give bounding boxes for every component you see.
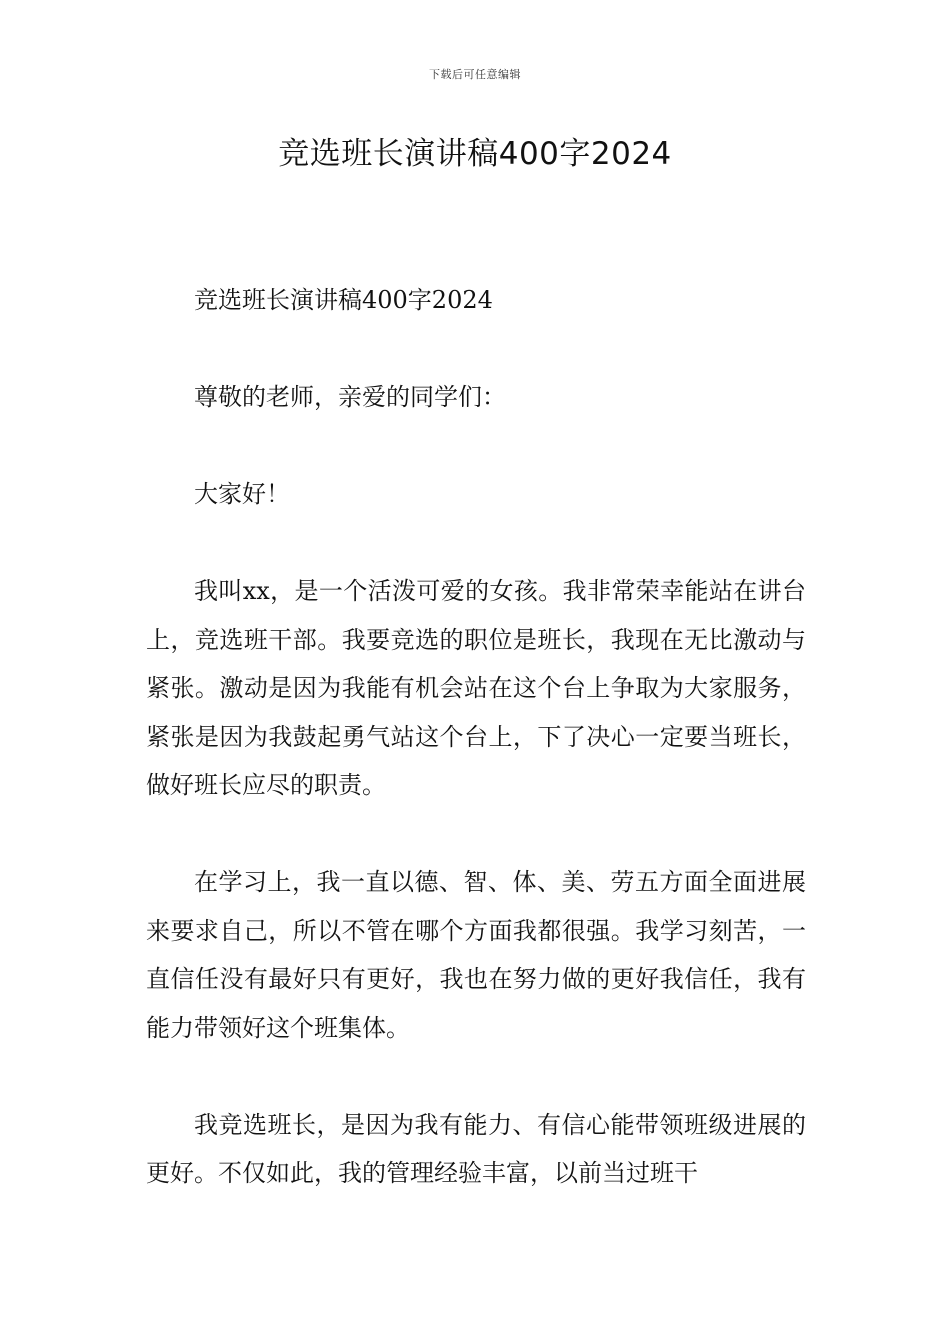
paragraph-reason: 我竞选班长，是因为我有能力、有信心能带领班级进展的更好。不仅如此，我的管理经验丰富，以前当过班干 (146, 1110, 806, 1187)
paragraph-introduction: 我叫xx，是一个活泼可爱的女孩。我非常荣幸能站在讲台上，竞选班干部。我要竞选的职位是班长，我现在无比激动与紧张。激动是因为我能有机会站在这个台上争取为大家服务，紧张是因为我鼓起勇气站这个台上，下了决心一定要当班长，做好班长应尽的职责。 (146, 577, 806, 799)
document-body (146, 276, 806, 1246)
document-title: 竞选班长演讲稿400字2024 (278, 136, 672, 172)
paragraph-greeting: 大家好！ (194, 480, 290, 508)
header-note: 下载后可任意编辑 (429, 68, 521, 81)
paragraph-subtitle: 竞选班长演讲稿400字2024 (194, 286, 493, 314)
paragraph-salutation: 尊敬的老师，亲爱的同学们： (194, 383, 506, 411)
paragraph-study: 在学习上，我一直以德、智、体、美、劳五方面全面进展来要求自己，所以不管在哪个方面我都很强。我学习刻苦，一直信任没有最好只有更好，我也在努力做的更好我信任，我有能力带领好这个班集体。 (146, 868, 806, 1042)
